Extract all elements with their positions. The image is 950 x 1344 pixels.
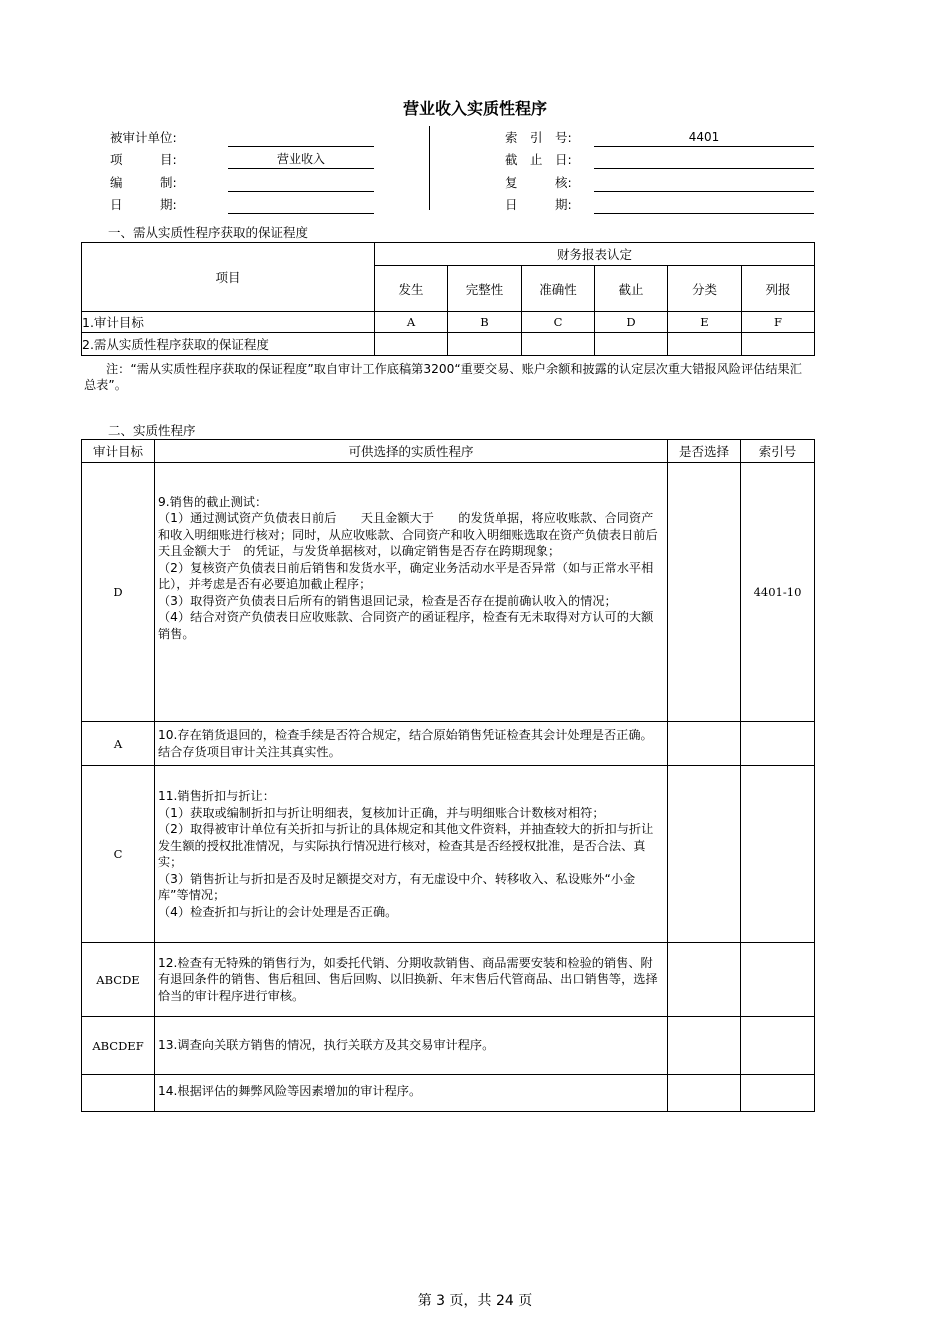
procedures-table	[81, 439, 815, 1112]
col-header-selected: 是否选择	[668, 440, 741, 463]
assertion-cutoff: 截止	[595, 266, 668, 312]
procedure-objective: A	[82, 722, 155, 766]
page-number: 第 3 页，共 24 页	[417, 1293, 533, 1309]
procedure-selected[interactable]	[668, 766, 741, 943]
header-label-item: 项 目:	[110, 152, 177, 167]
assurance-cell[interactable]	[595, 333, 668, 356]
procedure-selected[interactable]	[668, 1075, 741, 1112]
row-audit-objective-label: 1.审计目标	[82, 312, 375, 333]
procedure-objective: C	[82, 766, 155, 943]
procedure-line: 12.检查有无特殊的销售行为，如委托代销、分期收款销售、商品需要安装和检验的销售、附有退回条件的销售、售后租回、售后回购、以旧换新、年末售后代管商品、出口销售等，选择恰当的审计程序进行审核。	[158, 955, 658, 1003]
assurance-cell[interactable]	[742, 333, 815, 356]
procedure-text	[155, 1075, 668, 1112]
page-title: 营业收入实质性程序	[402, 99, 547, 118]
procedure-selected[interactable]	[668, 463, 741, 722]
header-label-client: 被审计单位:	[110, 130, 177, 145]
col-header-procedure: 可供选择的实质性程序	[155, 440, 668, 463]
procedure-index	[741, 722, 815, 766]
assertion-occurrence: 发生	[375, 266, 448, 312]
header-field-item[interactable]: 营业收入	[228, 150, 374, 169]
assertion-classification: 分类	[668, 266, 742, 312]
procedure-line: 13.调查向关联方销售的情况，执行关联方及其交易审计程序。	[158, 1038, 495, 1053]
header-field-cutoff[interactable]	[594, 150, 814, 169]
header-label-preparer: 编 制:	[110, 175, 177, 190]
assertion-presentation: 列报	[742, 266, 815, 312]
section1-note: 注：“需从实质性程序获取的保证程度”取自审计工作底稿第3200“重要交易、账户余额和披露的认定层次重大错报风险评估结果汇总表”。	[84, 362, 802, 392]
assertion-accuracy: 准确性	[522, 266, 595, 312]
procedure-line: （3）取得资产负债表日后所有的销售退回记录，检查是否存在提前确认收入的情况；	[158, 593, 617, 608]
procedure-selected[interactable]	[668, 722, 741, 766]
procedure-line: （4）检查折扣与折让的会计处理是否正确。	[158, 904, 398, 919]
procedure-index	[741, 1075, 815, 1112]
header-label-reviewer: 复 核:	[505, 175, 572, 190]
objective-cell: B	[448, 312, 522, 333]
header-field-date-left[interactable]	[228, 195, 374, 214]
procedure-line: （1）获取或编制折扣与折让明细表，复核加计正确，并与明细账合计数核对相符；	[158, 805, 605, 820]
objective-cell: E	[668, 312, 742, 333]
procedure-line: 14.根据评估的舞弊风险等因素增加的审计程序。	[158, 1084, 422, 1098]
procedure-line: 11.销售折扣与折让：	[158, 789, 275, 803]
procedure-line: （1）通过测试资产负债表日前后 天且金额大于 的发货单据，将应收账款、合同资产和收入明细账进行核对；同时，从应收账款、合同资产和收入明细账选取在资产负债表日前后 天且金额大于 的凭证，与发货单据核对，以确定销售是否存在跨期现象；	[158, 511, 670, 559]
objective-cell: C	[522, 312, 595, 333]
assurance-cell[interactable]	[522, 333, 595, 356]
header-divider	[429, 126, 430, 210]
procedure-text	[155, 943, 668, 1017]
procedure-index	[741, 1017, 815, 1075]
procedure-line: 9.销售的截止测试：	[158, 494, 268, 509]
col-header-index: 索引号	[741, 440, 815, 463]
procedure-index	[741, 766, 815, 943]
procedure-line: （2）取得被审计单位有关折扣与折让的具体规定和其他文件资料，并抽查较大的折扣与折让发生额的授权批准情况，与实际执行情况进行核对，检查其是否经授权批准，是否合法、真实；	[158, 822, 654, 869]
procedure-index	[741, 943, 815, 1017]
objective-cell: A	[375, 312, 448, 333]
procedure-objective	[82, 1075, 155, 1112]
assurance-cell[interactable]	[375, 333, 448, 356]
procedure-line: （3）销售折让与折扣是否及时足额提交对方，有无虚设中介、转移收入、私设账外“小金库”等情况；	[158, 871, 636, 902]
assurance-table	[81, 242, 815, 356]
header-field-date-right[interactable]	[594, 195, 814, 214]
procedure-text	[155, 1017, 668, 1075]
section2-heading: 二、实质性程序	[108, 423, 196, 438]
procedure-line: （4）结合对资产负债表日应收账款、合同资产的函证程序，检查有无未取得对方认可的大额销售。	[158, 610, 654, 641]
header-label-cutoff: 截 止 日:	[505, 152, 572, 167]
procedure-selected[interactable]	[668, 943, 741, 1017]
assertion-group-header: 财务报表认定	[375, 243, 815, 266]
section1-heading: 一、需从实质性程序获取的保证程度	[108, 225, 309, 240]
procedure-text	[155, 766, 668, 943]
procedure-index: 4401-10	[741, 463, 815, 722]
procedure-objective: D	[82, 463, 155, 722]
assertion-completeness: 完整性	[448, 266, 522, 312]
header-field-index[interactable]: 4401	[594, 128, 814, 147]
procedure-text	[155, 722, 668, 766]
item-header: 项目	[82, 243, 375, 312]
procedure-selected[interactable]	[668, 1017, 741, 1075]
col-header-objective: 审计目标	[82, 440, 155, 463]
assurance-cell[interactable]	[668, 333, 742, 356]
header-label-index: 索 引 号:	[505, 130, 572, 145]
procedure-line: 10.存在销货退回的，检查手续是否符合规定，结合原始销售凭证检查其会计处理是否正确。结合存货项目审计关注其真实性。	[158, 728, 653, 759]
objective-cell: F	[742, 312, 815, 333]
header-field-reviewer[interactable]	[594, 173, 814, 192]
assurance-cell[interactable]	[448, 333, 522, 356]
row-assurance-label: 2.需从实质性程序获取的保证程度	[82, 333, 375, 356]
header-label-date-right: 日 期:	[505, 197, 572, 212]
objective-cell: D	[595, 312, 668, 333]
procedure-text	[155, 463, 668, 722]
header-field-preparer[interactable]	[228, 173, 374, 192]
header-label-date-left: 日 期:	[110, 197, 177, 212]
procedure-objective: ABCDEF	[82, 1017, 155, 1075]
procedure-objective: ABCDE	[82, 943, 155, 1017]
header-field-client[interactable]	[228, 128, 374, 147]
procedure-line: （2）复核资产负债表日前后销售和发货水平，确定业务活动水平是否异常（如与正常水平相比），并考虑是否有必要追加截止程序；	[158, 560, 654, 592]
